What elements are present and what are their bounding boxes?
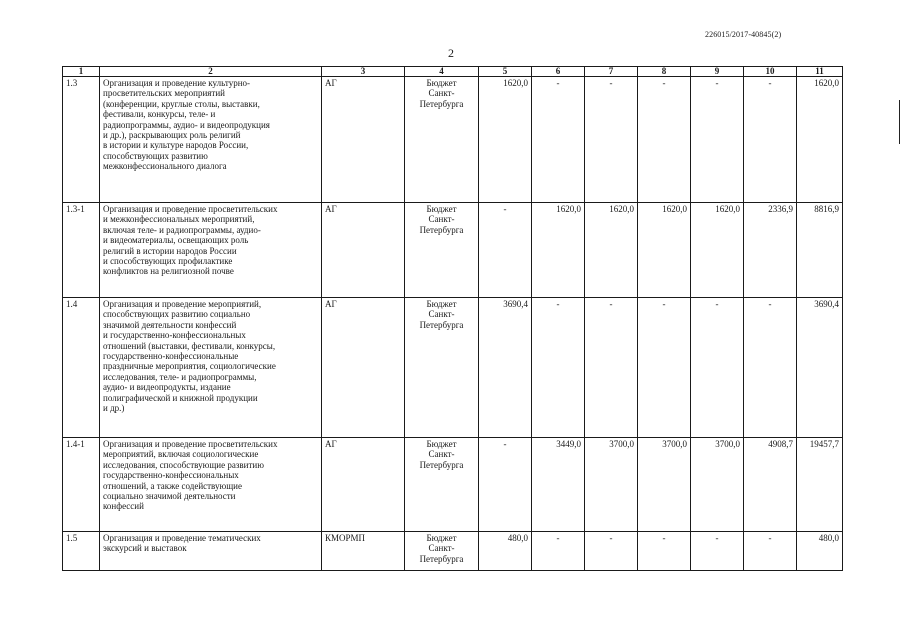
funding-source: Бюджет Санкт- Петербурга [405,532,479,571]
value-cell: - [532,298,585,438]
column-header: 4 [405,67,479,77]
value-cell: - [638,298,691,438]
scan-edge-mark [899,100,900,144]
executor: КМОРМП [322,532,405,571]
budget-table [62,66,843,571]
value-cell: 3700,0 [638,438,691,532]
activity-name: Организация и проведение просветительских мероприятий, включая социологические исследования, способствующие развитию государственно-конфессиональных отношений, а также содействующие социально значимой деятельности конфессий [100,438,322,532]
row-number: 1.3-1 [63,203,100,298]
table-row [63,203,843,298]
total-cell: 8816,9 [797,203,843,298]
value-cell: 3700,0 [691,438,744,532]
executor: АГ [322,77,405,203]
row-number: 1.5 [63,532,100,571]
value-cell: - [532,532,585,571]
value-cell: 1620,0 [479,77,532,203]
total-cell: 480,0 [797,532,843,571]
value-cell: 4908,7 [744,438,797,532]
value-cell: 1620,0 [532,203,585,298]
value-cell: - [585,532,638,571]
value-cell: - [479,438,532,532]
column-header: 10 [744,67,797,77]
funding-source: Бюджет Санкт- Петербурга [405,77,479,203]
value-cell: - [691,77,744,203]
value-cell: 1620,0 [691,203,744,298]
document-registration-number: 226015/2017-40845(2) [705,30,782,39]
funding-source: Бюджет Санкт- Петербурга [405,203,479,298]
value-cell: 2336,9 [744,203,797,298]
row-number: 1.4 [63,298,100,438]
activity-name: Организация и проведение тематических экскурсий и выставок [100,532,322,571]
row-number: 1.3 [63,77,100,203]
column-header: 6 [532,67,585,77]
value-cell: - [744,298,797,438]
activity-name: Организация и проведение просветительских и межконфессиональных мероприятий, включая теле- и радиопрограммы, аудио- и видеоматериалы, освещающих роль религий в истории народов России и способствующих профилактике конфликтов на религиозной почве [100,203,322,298]
value-cell: - [691,532,744,571]
value-cell: 3690,4 [479,298,532,438]
column-header: 5 [479,67,532,77]
value-cell: - [638,77,691,203]
table-header-row [63,67,843,77]
column-header: 1 [63,67,100,77]
value-cell: - [585,298,638,438]
total-cell: 3690,4 [797,298,843,438]
value-cell: - [479,203,532,298]
value-cell: - [532,77,585,203]
column-header: 8 [638,67,691,77]
column-header: 7 [585,67,638,77]
table-row [63,298,843,438]
column-header: 11 [797,67,843,77]
value-cell: - [744,532,797,571]
funding-source: Бюджет Санкт- Петербурга [405,438,479,532]
total-cell: 1620,0 [797,77,843,203]
table-row [63,532,843,571]
value-cell: 3700,0 [585,438,638,532]
activity-name: Организация и проведение культурно- просветительских мероприятий (конференции, круглые столы, выставки, фестивали, конкурсы, теле- и радиопрограммы, аудио- и видеопродукция и др.), раскрывающих роль религий в истории и культуре народов России, способствующих развитию межконфессионального диалога [100,77,322,203]
table-row [63,438,843,532]
value-cell: - [691,298,744,438]
executor: АГ [322,203,405,298]
value-cell: - [638,532,691,571]
column-header: 9 [691,67,744,77]
value-cell: - [585,77,638,203]
value-cell: 3449,0 [532,438,585,532]
funding-source: Бюджет Санкт- Петербурга [405,298,479,438]
row-number: 1.4-1 [63,438,100,532]
activity-name: Организация и проведение мероприятий, способствующих развитию социально значимой деятельности конфессий и государственно-конфессиональных отношений (выставки, фестивали, конкурсы, государственно-конфессиональные праздничные мероприятия, социологические исследования, теле- и радиопрограммы, аудио- и видеопродукты, издание полиграфической и книжной продукции и др.) [100,298,322,438]
value-cell: - [744,77,797,203]
total-cell: 19457,7 [797,438,843,532]
value-cell: 1620,0 [638,203,691,298]
executor: АГ [322,438,405,532]
table-row [63,77,843,203]
value-cell: 480,0 [479,532,532,571]
executor: АГ [322,298,405,438]
value-cell: 1620,0 [585,203,638,298]
column-header: 3 [322,67,405,77]
page-number: 2 [448,46,454,60]
column-header: 2 [100,67,322,77]
